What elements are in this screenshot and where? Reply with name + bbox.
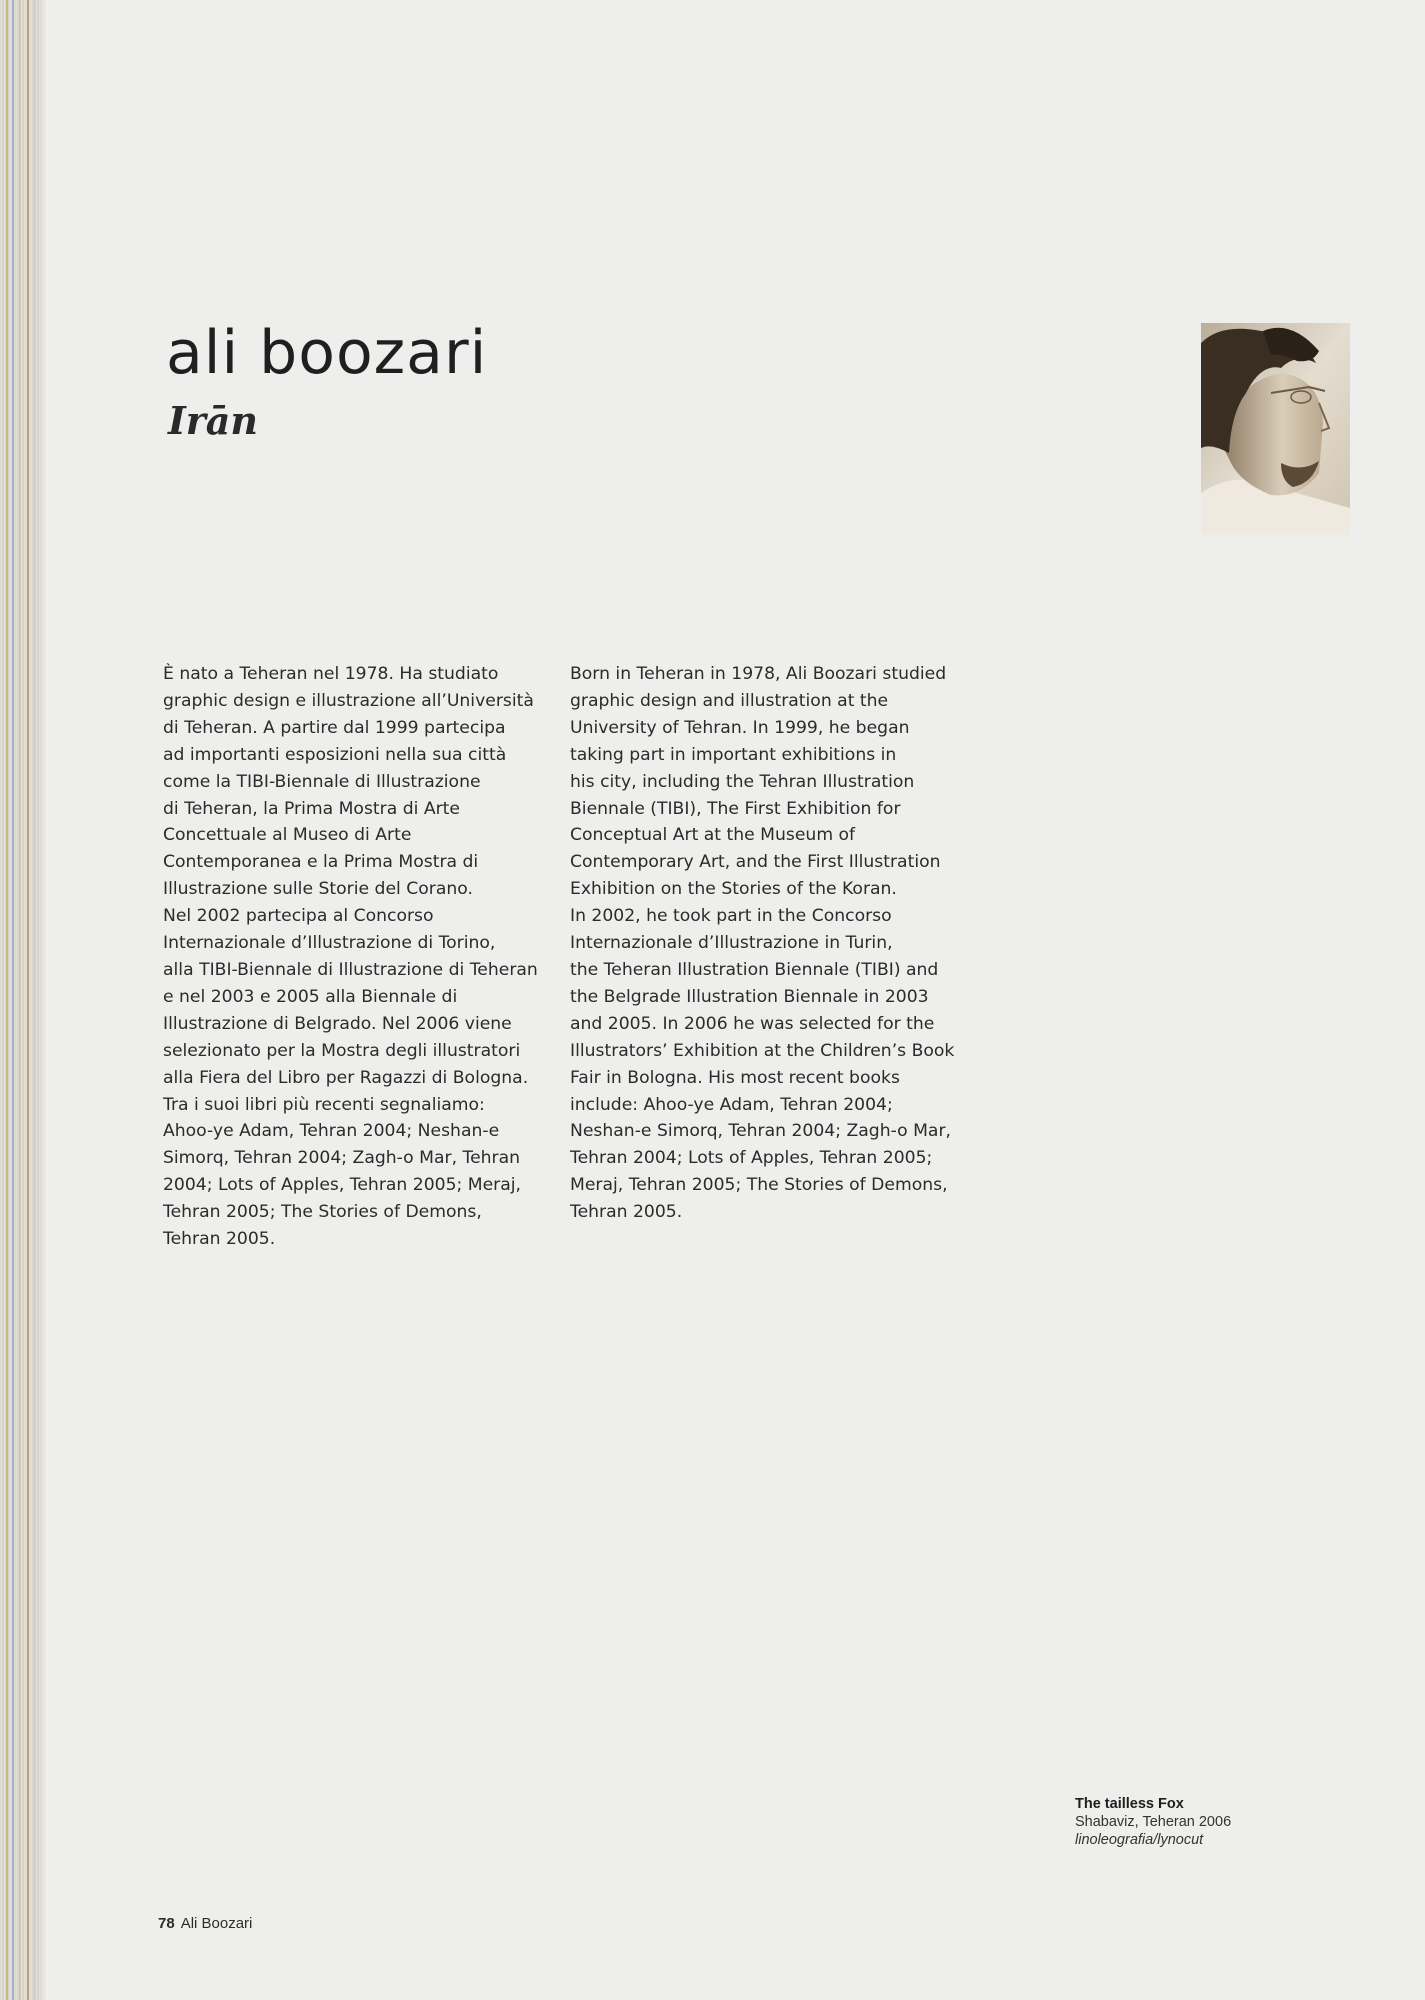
running-title: Ali Boozari xyxy=(180,1915,253,1932)
artist-name: ali boozari xyxy=(166,318,488,388)
page-edge-stripe xyxy=(34,0,36,2000)
bio-line: Biennale (TIBI), The First Exhibition for xyxy=(570,798,901,819)
artwork-publisher: Shabaviz, Teheran 2006 xyxy=(1075,1814,1232,1830)
bio-line: Tra i suoi libri più recenti segnaliamo: xyxy=(163,1094,485,1115)
bio-line: e nel 2003 e 2005 alla Biennale di xyxy=(163,986,458,1007)
bio-line: graphic design e illustrazione all’Università xyxy=(163,690,534,711)
book-page-edges xyxy=(0,0,48,2000)
bio-line: Tehran 2004; Lots of Apples, Tehran 2005; xyxy=(570,1148,933,1169)
bio-line: Illustrators’ Exhibition at the Children’s Book xyxy=(570,1040,955,1061)
bio-line: Concettuale al Museo di Arte xyxy=(163,825,412,846)
bio-line: Exhibition on the Stories of the Koran. xyxy=(570,879,897,900)
bio-line: di Teheran, la Prima Mostra di Arte xyxy=(163,798,460,819)
bio-line: graphic design and illustration at the xyxy=(570,690,889,711)
page-edge-stripe xyxy=(12,0,14,2000)
portrait-illustration xyxy=(1201,323,1350,535)
bio-line: Illustrazione sulle Storie del Corano. xyxy=(163,879,473,900)
bio-line: Simorq, Tehran 2004; Zagh-o Mar, Tehran xyxy=(163,1148,521,1169)
bio-line: come la TIBI-Biennale di Illustrazione xyxy=(163,771,481,792)
bio-line: the Teheran Illustration Biennale (TIBI) and xyxy=(570,959,939,980)
bio-line: In 2002, he took part in the Concorso xyxy=(570,906,892,927)
bio-line: Contemporanea e la Prima Mostra di xyxy=(163,852,479,873)
bio-line: Tehran 2005; The Stories of Demons, xyxy=(163,1202,482,1223)
bio-line: Neshan-e Simorq, Tehran 2004; Zagh-o Mar, xyxy=(570,1121,951,1142)
bio-line: Internazionale d’Illustrazione di Torino, xyxy=(163,933,496,954)
page-edge-stripe xyxy=(19,0,21,2000)
biography-english xyxy=(570,661,955,1226)
bio-line: Nel 2002 partecipa al Concorso xyxy=(163,906,434,927)
bio-line: È nato a Teheran nel 1978. Ha studiato xyxy=(163,664,499,684)
page-number: 78 xyxy=(158,1915,175,1932)
page-edge-stripe xyxy=(6,0,8,2000)
bio-line: the Belgrade Illustration Biennale in 2003 xyxy=(570,986,929,1007)
bio-line: Tehran 2005. xyxy=(570,1202,683,1223)
bio-line: and 2005. In 2006 he was selected for the xyxy=(570,1013,935,1034)
bio-line: Fair in Bologna. His most recent books xyxy=(570,1067,900,1088)
artist-portrait-photo xyxy=(1201,323,1350,535)
bio-line: di Teheran. A partire dal 1999 partecipa xyxy=(163,717,506,738)
bio-line: Ahoo-ye Adam, Tehran 2004; Neshan-e xyxy=(163,1121,500,1142)
bio-line: Meraj, Tehran 2005; The Stories of Demons, xyxy=(570,1175,948,1196)
bio-line: taking part in important exhibitions in xyxy=(570,744,897,765)
artwork-medium: linoleografia/lynocut xyxy=(1075,1832,1204,1848)
page-edge-stripe xyxy=(27,0,29,2000)
artwork-title: The tailless Fox xyxy=(1075,1796,1184,1812)
bio-line: alla TIBI-Biennale di Illustrazione di Teheran xyxy=(163,959,538,980)
artist-country: Irān xyxy=(168,398,259,443)
artwork-caption xyxy=(1075,1795,1231,1849)
bio-line: Born in Teheran in 1978, Ali Boozari studied xyxy=(570,664,947,684)
bio-line: selezionato per la Mostra degli illustratori xyxy=(163,1040,521,1061)
bio-line: University of Tehran. In 1999, he began xyxy=(570,717,910,738)
bio-line: Illustrazione di Belgrado. Nel 2006 viene xyxy=(163,1013,512,1034)
bio-line: include: Ahoo-ye Adam, Tehran 2004; xyxy=(570,1094,893,1115)
bio-line: Internazionale d’Illustrazione in Turin, xyxy=(570,933,893,954)
bio-line: ad importanti esposizioni nella sua città xyxy=(163,744,507,765)
bio-line: Contemporary Art, and the First Illustration xyxy=(570,852,941,873)
biography-italian xyxy=(163,661,541,1253)
bio-line: Conceptual Art at the Museum of xyxy=(570,825,856,846)
bio-line: 2004; Lots of Apples, Tehran 2005; Meraj, xyxy=(163,1175,522,1196)
page-footer xyxy=(158,1915,252,1932)
bio-line: Tehran 2005. xyxy=(163,1229,276,1250)
bio-line: his city, including the Tehran Illustration xyxy=(570,771,915,792)
bio-line: alla Fiera del Libro per Ragazzi di Bologna. xyxy=(163,1067,529,1088)
